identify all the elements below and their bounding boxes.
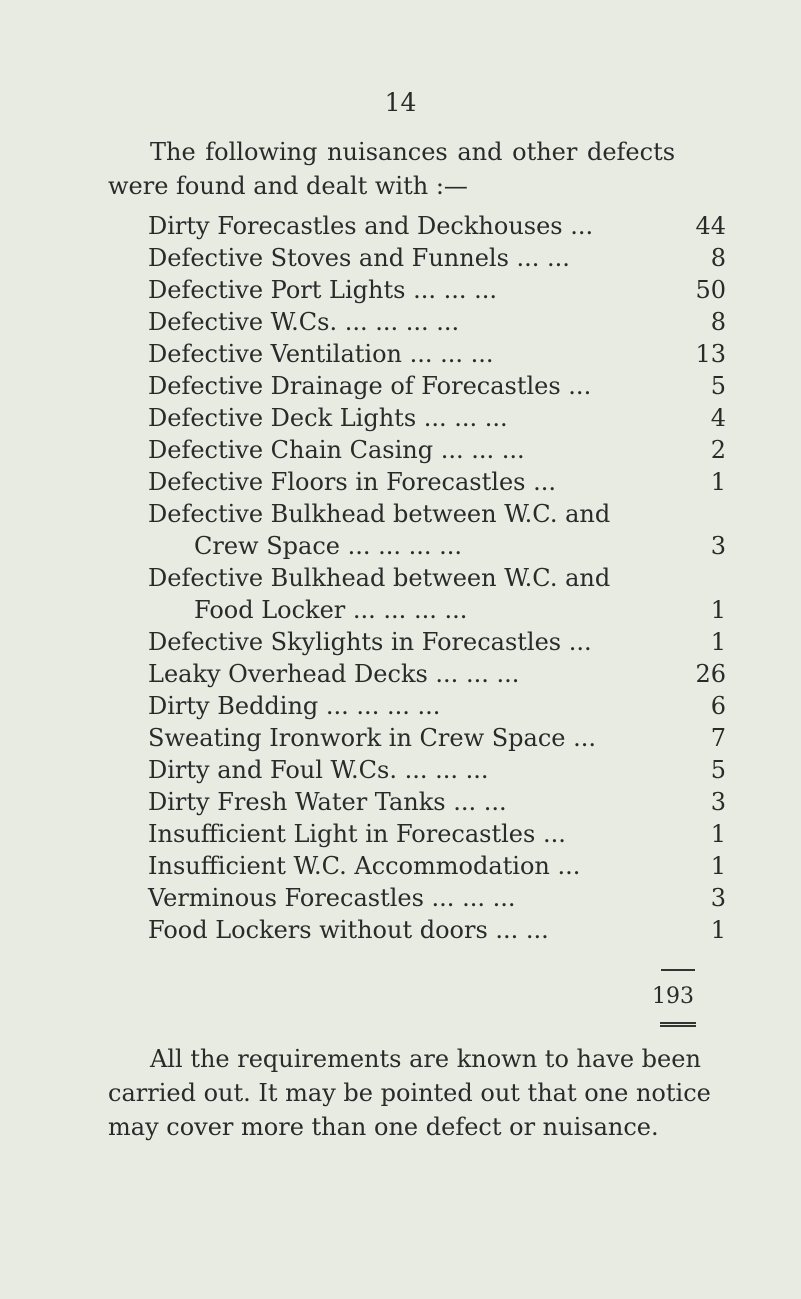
defect-label: Defective Deck Lights ... ... ... — [148, 404, 508, 432]
list-item — [148, 818, 748, 850]
intro-line-1: The following nuisances and other defects — [150, 138, 676, 166]
defect-label: Defective Chain Casing ... ... ... — [148, 436, 525, 464]
defect-count: 50 — [695, 276, 726, 304]
defect-count: 1 — [710, 820, 726, 848]
list-item — [148, 274, 748, 306]
defect-count: 3 — [710, 788, 726, 816]
defect-label: Insufficient Light in Forecastles ... — [148, 820, 566, 848]
defect-count: 1 — [710, 852, 726, 880]
defect-count: 5 — [710, 372, 726, 400]
defect-count: 1 — [710, 628, 726, 656]
total-rule — [661, 969, 695, 971]
defect-label: Leaky Overhead Decks ... ... ... — [148, 660, 520, 688]
list-item — [148, 722, 748, 754]
defect-count: 6 — [710, 692, 726, 720]
list-item — [148, 338, 748, 370]
list-item — [148, 306, 748, 338]
defect-label: Defective Ventilation ... ... ... — [148, 340, 494, 368]
defect-count: 3 — [710, 884, 726, 912]
list-item — [148, 498, 748, 530]
defect-count: 1 — [710, 916, 726, 944]
list-item — [148, 882, 748, 914]
intro-line-2: were found and dealt with :— — [108, 172, 468, 200]
defect-count: 7 — [710, 724, 726, 752]
defect-label: Food Lockers without doors ... ... — [148, 916, 549, 944]
defect-label: Defective W.Cs. ... ... ... ... — [148, 308, 460, 336]
list-item — [148, 658, 748, 690]
defect-count: 3 — [710, 532, 726, 560]
list-item — [148, 242, 748, 274]
defect-label: Defective Floors in Forecastles ... — [148, 468, 556, 496]
defect-label: Dirty Fresh Water Tanks ... ... — [148, 788, 507, 816]
closing-line-1: All the requirements are known to have been — [150, 1045, 701, 1073]
total-double-rule — [660, 1022, 696, 1027]
list-item — [148, 786, 748, 818]
list-item — [148, 754, 748, 786]
list-item — [148, 210, 748, 242]
defect-label: Crew Space ... ... ... ... — [194, 532, 463, 560]
list-item — [148, 626, 748, 658]
defect-label: Dirty Forecastles and Deckhouses ... — [148, 212, 594, 240]
defect-label: Defective Stoves and Funnels ... ... — [148, 244, 570, 272]
intro-paragraph — [108, 135, 740, 203]
total-value: 193 — [652, 984, 694, 1009]
defect-count: 5 — [710, 756, 726, 784]
list-item — [148, 530, 748, 562]
list-item — [148, 914, 748, 946]
defect-label: Defective Skylights in Forecastles ... — [148, 628, 592, 656]
defect-label: Defective Drainage of Forecastles ... — [148, 372, 592, 400]
defect-label: Dirty and Foul W.Cs. ... ... ... — [148, 756, 489, 784]
closing-paragraph — [108, 1042, 748, 1144]
defect-label: Insufficient W.C. Accommodation ... — [148, 852, 581, 880]
list-item — [148, 850, 748, 882]
defect-count: 1 — [710, 468, 726, 496]
page-number: 14 — [384, 88, 417, 117]
defect-count: 2 — [710, 436, 726, 464]
list-item — [148, 466, 748, 498]
defect-label: Sweating Ironwork in Crew Space ... — [148, 724, 597, 752]
defect-count: 8 — [710, 308, 726, 336]
defect-label: Food Locker ... ... ... ... — [194, 596, 468, 624]
list-item — [148, 434, 748, 466]
defect-count: 26 — [695, 660, 726, 688]
defect-label: Defective Port Lights ... ... ... — [148, 276, 497, 304]
list-item — [148, 402, 748, 434]
defect-count: 4 — [710, 404, 726, 432]
closing-line-3: may cover more than one defect or nuisance. — [108, 1113, 659, 1141]
list-item — [148, 690, 748, 722]
list-item — [148, 562, 748, 594]
defect-label: Defective Bulkhead between W.C. and — [148, 500, 611, 528]
list-item — [148, 594, 748, 626]
closing-line-2: carried out. It may be pointed out that one notice — [108, 1079, 711, 1107]
defect-count: 44 — [695, 212, 726, 240]
defect-label: Defective Bulkhead between W.C. and — [148, 564, 611, 592]
defects-list — [148, 210, 748, 946]
defect-count: 8 — [710, 244, 726, 272]
defect-count: 1 — [710, 596, 726, 624]
defect-count: 13 — [695, 340, 726, 368]
defect-label: Dirty Bedding ... ... ... ... — [148, 692, 441, 720]
list-item — [148, 370, 748, 402]
defect-label: Verminous Forecastles ... ... ... — [148, 884, 516, 912]
